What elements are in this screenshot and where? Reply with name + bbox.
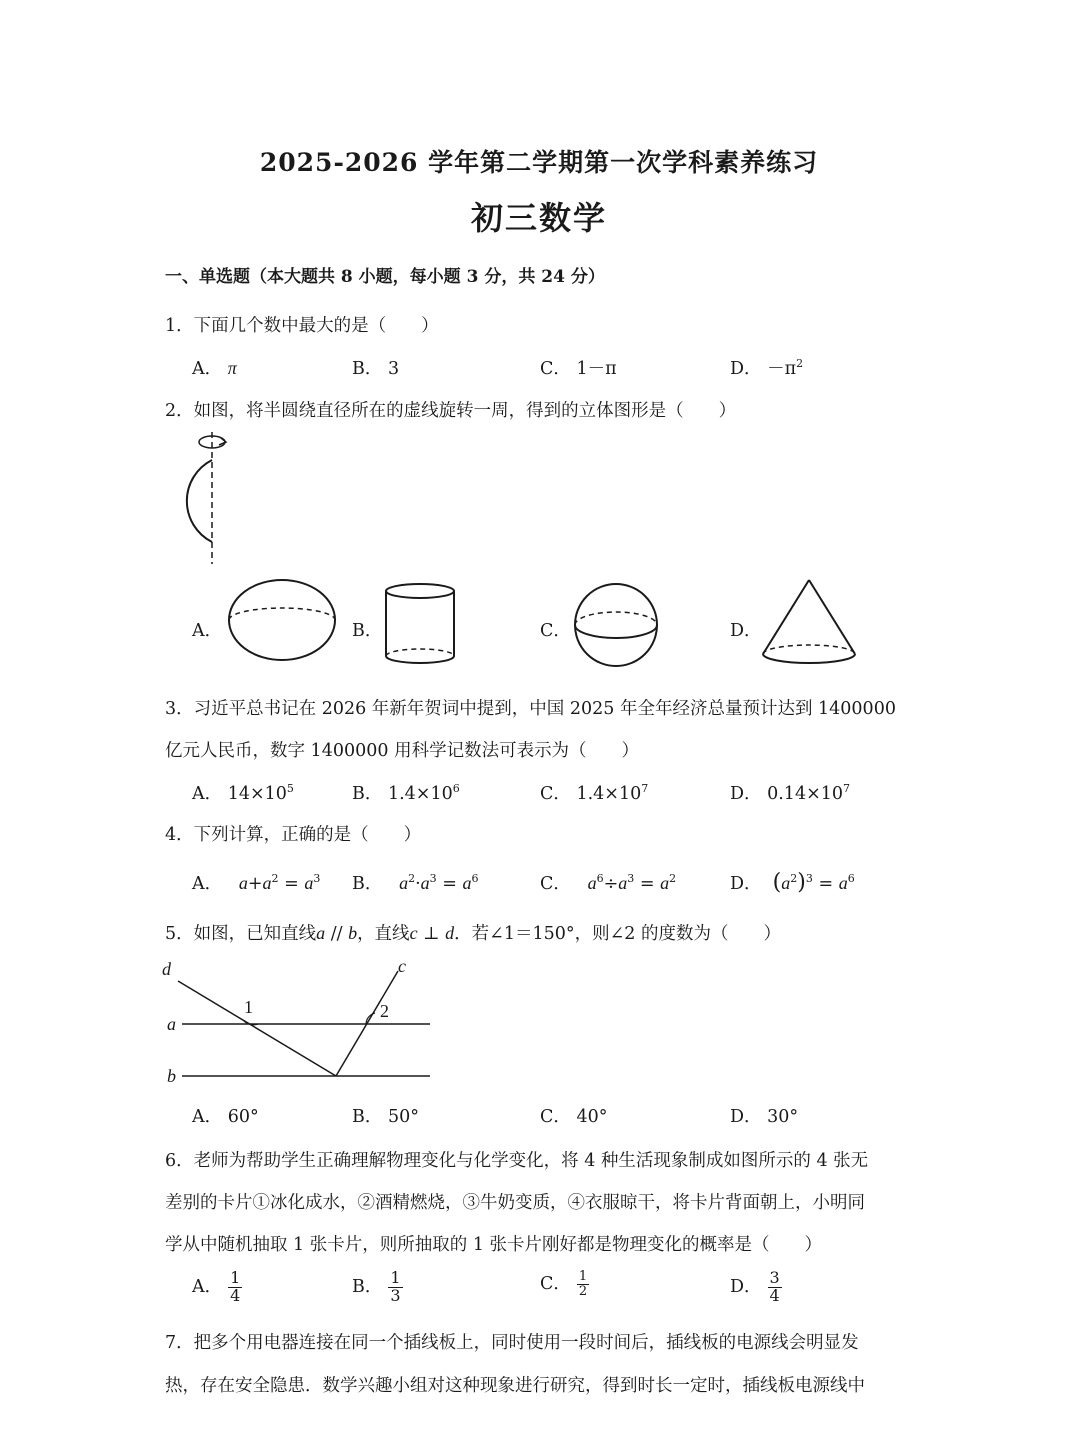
q5-label-angle1: 1 — [244, 997, 253, 1017]
q5-lines-figure — [160, 955, 440, 1085]
section-heading: 一、单选题（本大题共 8 小题，每小题 3 分，共 24 分） — [165, 267, 605, 287]
q1-option-c: C． 1－π — [540, 359, 617, 379]
q5-stem: 5．如图，已知直线a // b，直线c ⊥ d．若∠1＝150°，则∠2 的度数为（ ） — [165, 923, 781, 944]
q1-option-a: A． π — [192, 358, 237, 379]
q6-stem-line2: 差别的卡片①冰化成水，②酒精燃烧，③牛奶变质，④衣服晾干，将卡片背面朝上，小明同 — [165, 1193, 865, 1213]
q4-option-a: A． $a+a^2 = a^3$ — [192, 872, 321, 894]
q2-option-a-hemisphere — [226, 578, 338, 662]
q5-option-d: D． 30° — [730, 1107, 799, 1127]
q6-option-b: B． $\frac{1}{3}$ — [352, 1268, 401, 1305]
q7-stem-line2: 热，存在安全隐患．数学兴趣小组对这种现象进行研究，得到时长一定时，插线板电源线中 — [165, 1376, 865, 1396]
q5-label-angle2: 2 — [380, 1001, 389, 1021]
q3-option-d: D． $0.14\times 10^7$ — [730, 782, 851, 804]
q6-option-a: A． $\frac{1}{4}$ — [192, 1268, 241, 1305]
q3-stem-line2: 亿元人民币，数字 1400000 用科学记数法可表示为（ ） — [165, 741, 640, 761]
q7-stem-line1: 7．把多个用电器连接在同一个插线板上，同时使用一段时间后，插线板的电源线会明显发 — [165, 1333, 859, 1353]
q2-option-b-cylinder — [384, 582, 456, 666]
q2-option-a-label: A． — [192, 621, 223, 641]
q5-label-a: a — [167, 1014, 176, 1034]
q4-stem: 4．下列计算，正确的是（ ） — [165, 825, 422, 845]
exam-title: 2025-2026 学年第二学期第一次学科素养练习 — [259, 148, 819, 177]
q3-stem-line1: 3．习近平总书记在 2026 年新年贺词中提到，中国 2025 年全年经济总量预计达到 1400000 — [165, 699, 896, 719]
q6-option-c: C． $\frac{1}{2}$ — [540, 1269, 588, 1299]
q5-label-b: b — [167, 1066, 176, 1086]
q3-option-a: A． $14\times 10^5$ — [192, 782, 294, 804]
q2-semicircle — [187, 460, 212, 542]
q6-stem-line3: 学从中随机抽取 1 张卡片，则所抽取的 1 张卡片刚好都是物理变化的概率是（ ） — [165, 1235, 823, 1255]
q5-label-d: d — [162, 959, 171, 979]
q6-stem-line1: 6．老师为帮助学生正确理解物理变化与化学变化，将 4 种生活现象制成如图所示的 4 张无 — [165, 1151, 869, 1171]
q5-option-b: B． 50° — [352, 1107, 419, 1127]
q4-option-c: C． $a^6\div a^3 = a^2$ — [540, 872, 677, 894]
q3-option-b: B． $1.4\times 10^6$ — [352, 782, 460, 804]
q2-option-c-label: C． — [540, 621, 571, 641]
q5-option-c: C． 40° — [540, 1107, 608, 1127]
exam-subtitle: 初三数学 — [470, 199, 607, 237]
q1-option-d: D． $-\pi^2$ — [730, 357, 804, 379]
q6-option-d: D． $\frac{3}{4}$ — [730, 1268, 780, 1305]
q3-option-c: C． $1.4\times 10^7$ — [540, 782, 649, 804]
q1-option-b: B． 3 — [352, 359, 400, 379]
q2-option-c-sphere — [572, 582, 660, 668]
q2-option-b-label: B． — [352, 621, 383, 641]
q2-semicircle-figure — [155, 428, 245, 568]
q1-stem: 1．下面几个数中最大的是（ ） — [165, 316, 439, 336]
q5-option-a: A． 60° — [192, 1107, 259, 1127]
q2-option-d-cone — [760, 578, 858, 668]
q5-label-c: c — [398, 956, 406, 976]
q2-stem: 2．如图，将半圆绕直径所在的虚线旋转一周，得到的立体图形是（ ） — [165, 401, 737, 421]
q5-line-d — [178, 981, 336, 1076]
q4-option-d: D． $(a^2)^3 = a^6$ — [730, 870, 855, 895]
q4-option-b: B． $a^2\cdot a^3 = a^6$ — [352, 872, 479, 894]
q2-option-d-label: D． — [730, 621, 762, 641]
